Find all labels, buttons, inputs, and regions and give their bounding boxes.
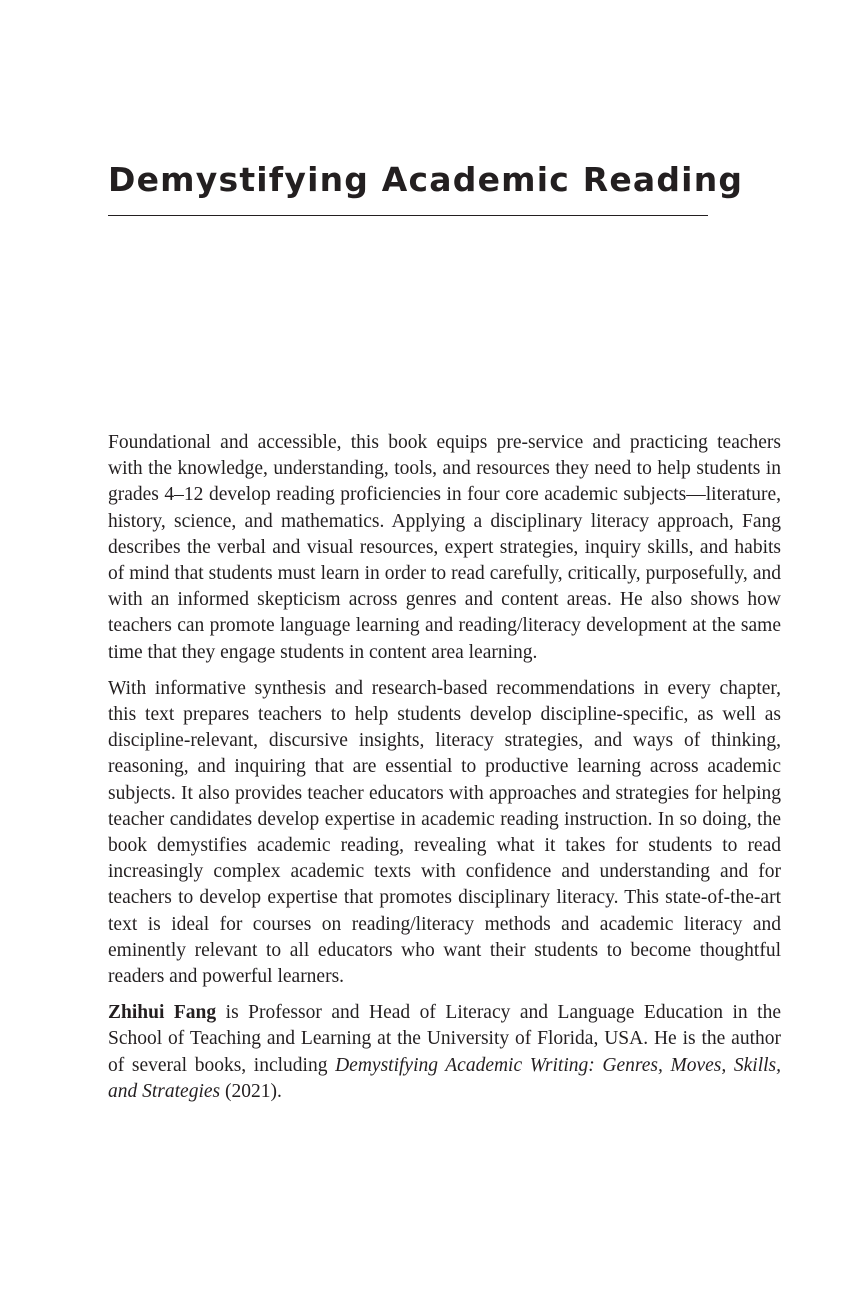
author-bio	[108, 1000, 781, 1105]
author-bio-text: is Professor and Head of Literacy and Language Education in the School of Teaching and Learning at the University of Florida, USA. He is the author of several books, including	[108, 1002, 781, 1076]
page-title: Demystifying Academic Reading	[108, 160, 744, 199]
author-book-title: Demystifying Academic Writing: Genres, Moves, Skills, and Strategies	[108, 1054, 781, 1102]
author-name: Zhihui Fang	[108, 1002, 217, 1024]
title-rule	[108, 215, 708, 216]
description-paragraph-2: With informative synthesis and research-based recommendations in every chapter, this text prepares teachers to help students develop discipline-specific, as well as discipline-relevant, discursive insights, literacy strategies, and ways of thinking, reasoning, and inquiring that are essential to productive learning across academic subjects. It also provides teacher educators with approaches and strategies for helping teacher candidates develop expertise in academic reading instruction. In so doing, the book demystifies academic reading, revealing what it takes for students to read increasingly complex academic texts with confidence and understanding and for teachers to develop expertise that promotes disciplinary literacy. This state-of-the-art text is ideal for courses on reading/literacy methods and academic literacy and eminently relevant to all educators who want their students to become thoughtful readers and powerful learners.	[108, 677, 781, 988]
description-body	[108, 430, 781, 1115]
author-bio-year: (2021).	[220, 1080, 282, 1102]
description-paragraph-1: Foundational and accessible, this book equips pre-service and practicing teachers with the knowledge, understanding, tools, and resources they need to help students in grades 4–12 develop reading proficiencies in four core academic subjects—literature, history, science, and mathematics. Applying a disciplinary literacy approach, Fang describes the verbal and visual resources, expert strategies, inquiry skills, and habits of mind that students must learn in order to read carefully, critically, purposefully, and with an informed skepticism across genres and content areas. He also shows how teachers can promote language learning and reading/literacy development at the same time that they engage students in content area learning.	[108, 432, 781, 663]
